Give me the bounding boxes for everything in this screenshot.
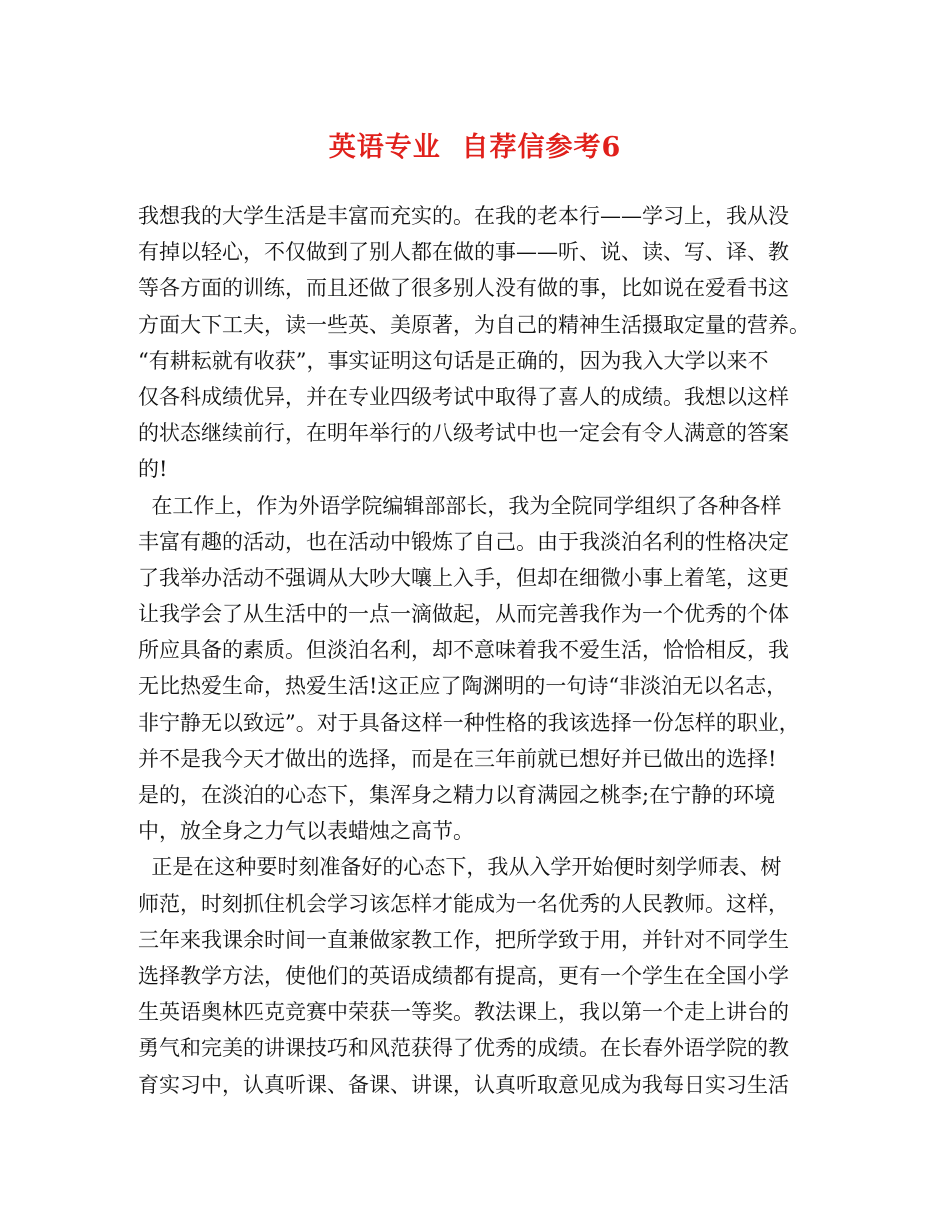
body-line: 所应具备的素质。但淡泊名利，却不意味着我不爱生活，恰恰相反，我	[138, 638, 789, 663]
body-line: 等各方面的训练，而且还做了很多别人没有做的事，比如说在爱看书这	[138, 276, 789, 301]
body-line: 正是在这种要时刻准备好的心态下，我从入学开始便时刻学师表、树	[138, 855, 782, 880]
body-line: 生英语奥林匹克竞赛中荣获一等奖。教法课上，我以第一个走上讲台的	[138, 1000, 789, 1025]
body-line: 并不是我今天才做出的选择，而是在三年前就已想好并已做出的选择!	[138, 746, 777, 771]
body-line: 仅各科成绩优异，并在专业四级考试中取得了喜人的成绩。我想以这样	[138, 384, 789, 409]
body-line: “有耕耘就有收获”，事实证明这句话是正确的，因为我入大学以来不	[138, 348, 769, 373]
body-line: 师范，时刻抓住机会学习该怎样才能成为一名优秀的人民教师。这样，	[138, 891, 789, 916]
body-line: 三年来我课余时间一直兼做家教工作，把所学致于用，并针对不同学生	[138, 927, 789, 952]
body-line: 非宁静无以致远”。对于具备这样一种性格的我该选择一份怎样的职业，	[138, 710, 800, 735]
body-line: 育实习中，认真听课、备课、讲课，认真听取意见成为我每日实习生活	[138, 1072, 789, 1097]
body-line: 中，放全身之力气以表蜡烛之高节。	[138, 819, 474, 844]
body-line: 丰富有趣的活动，也在活动中锻炼了自己。由于我淡泊名利的性格决定	[138, 529, 789, 554]
body-line: 无比热爱生命，热爱生活!这正应了陶渊明的一句诗“非淡泊无以名志，	[138, 674, 788, 699]
body-line: 方面大下工夫，读一些英、美原著，为自己的精神生活摄取定量的营养。	[138, 312, 810, 337]
body-line: 在工作上，作为外语学院编辑部部长，我为全院同学组织了各种各样	[138, 493, 782, 518]
body-line: 勇气和完美的讲课技巧和风范获得了优秀的成绩。在长春外语学院的教	[138, 1036, 789, 1061]
body-line: 有掉以轻心，不仅做到了别人都在做的事——听、说、读、写、译、教	[138, 240, 789, 265]
body-line: 了我举办活动不强调从大吵大嚷上入手，但却在细微小事上着笔，这更	[138, 565, 789, 590]
body-line: 选择教学方法，使他们的英语成绩都有提高，更有一个学生在全国小学	[138, 963, 789, 988]
body-line: 的状态继续前行，在明年举行的八级考试中也一定会有令人满意的答案	[138, 421, 789, 446]
body-line: 的!	[138, 457, 168, 482]
document-title: 英语专业 自荐信参考6	[328, 132, 622, 163]
body-line: 我想我的大学生活是丰富而充实的。在我的老本行——学习上，我从没	[138, 204, 789, 228]
body-line: 是的，在淡泊的心态下，集浑身之精力以育满园之桃李;在宁静的环境	[138, 783, 776, 807]
document-body	[138, 198, 828, 1103]
body-line: 让我学会了从生活中的一点一滴做起，从而完善我作为一个优秀的个体	[138, 602, 789, 627]
